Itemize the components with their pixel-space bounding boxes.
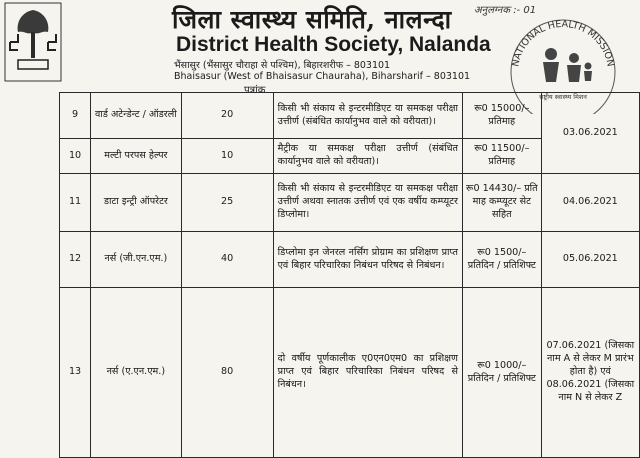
sl-no: 13 xyxy=(60,288,91,458)
vacancy-count: 80 xyxy=(181,288,273,458)
qualification: किसी भी संकाय से इन्टरमीडिएट या समकक्ष परीक्षा उत्तीर्ण (संबंधित कार्यानुभव वाले को वरीयता)। xyxy=(273,93,462,139)
table-row xyxy=(60,288,640,458)
interview-date: 04.06.2021 xyxy=(541,174,639,232)
interview-date: 03.06.2021 xyxy=(541,93,639,174)
salary: रू0 1500/– प्रतिदिन / प्रतिशिफ्ट xyxy=(462,232,541,288)
interview-date: 07.06.2021 (जिसका नाम A से लेकर M प्रारंभ होता है) एवं 08.06.2021 (जिसका नाम N से लेकर Z xyxy=(541,288,639,458)
post-name: वार्ड अटेन्डेन्ट / ऑडरली xyxy=(91,93,181,139)
salary: रू0 15000/– प्रतिमाह xyxy=(462,93,541,139)
table-row xyxy=(60,93,640,139)
salary: रू0 11500/– प्रतिमाह xyxy=(462,139,541,174)
handwritten-note: अनुलग्नक :- 01 xyxy=(474,5,537,16)
qualification: किसी भी संकाय से इन्टरमीडिएट या समकक्ष परीक्षा उत्तीर्ण अथवा स्नातक उत्तीर्ण एवं एक वर्षीय कम्प्यूटर डिप्लोमा। xyxy=(273,174,462,232)
seal-text: NATIONAL HEALTH MISSION xyxy=(510,18,616,68)
post-name: नर्स (ए.एन.एम.) xyxy=(91,288,181,458)
vacancy-count: 10 xyxy=(181,139,273,174)
vacancy-count: 25 xyxy=(181,174,273,232)
bihar-emblem-logo xyxy=(4,2,62,82)
sl-no: 11 xyxy=(60,174,91,232)
vacancy-count: 40 xyxy=(181,232,273,288)
sl-no: 9 xyxy=(60,93,91,139)
qualification: मैट्रीक या समकक्ष परीक्षा उत्तीर्ण (संबंधित कार्यानुभव वाले को वरीयता)। xyxy=(273,139,462,174)
title-hindi: जिला स्वास्थ्य समिति, नालन्दा xyxy=(172,5,452,34)
salary: रू0 1000/– प्रतिदिन / प्रतिशिफ्ट xyxy=(462,288,541,458)
sl-no: 10 xyxy=(60,139,91,174)
letterhead xyxy=(0,0,640,101)
seal-subtext: राष्ट्रीय स्वास्थ्य मिशन xyxy=(539,93,587,101)
ref-label: पत्रांक xyxy=(244,85,266,96)
title-english: District Health Society, Nalanda xyxy=(176,33,491,56)
sl-no: 12 xyxy=(60,232,91,288)
table-row xyxy=(60,232,640,288)
address-english: Bhaisasur (West of Bhaisasur Chauraha), Biharsharif – 803101 xyxy=(174,71,471,82)
post-name: नर्स (जी.एन.एम.) xyxy=(91,232,181,288)
address-hindi: भैंसासुर (भैंसासुर चौराहा से पश्चिम), बिहारशरीफ – 803101 xyxy=(174,60,391,71)
vacancy-count: 20 xyxy=(181,93,273,139)
qualification: दो वर्षीय पूर्णकालीक ए0एन0एम0 का प्रशिक्षण प्राप्त एवं बिहार परिचारिका निबंधन परिषद से निबंधन। xyxy=(273,288,462,458)
post-name: डाटा इन्ट्री ऑपरेटर xyxy=(91,174,181,232)
svg-text:NATIONAL HEALTH MISSION xyxy=(510,19,615,68)
table-row xyxy=(60,174,640,232)
post-name: मल्टी परपस हेल्पर xyxy=(91,139,181,174)
salary: रू0 14430/– प्रति माह कम्प्यूटर सेट सहित xyxy=(462,174,541,232)
vacancy-table xyxy=(59,92,640,458)
qualification: डिप्लोमा इन जेनरल नर्सिंग प्रोग्राम का प्रशिक्षण प्राप्त एवं बिहार परिचारिका निबंधन परिषद से निबंधन। xyxy=(273,232,462,288)
interview-date: 05.06.2021 xyxy=(541,232,639,288)
